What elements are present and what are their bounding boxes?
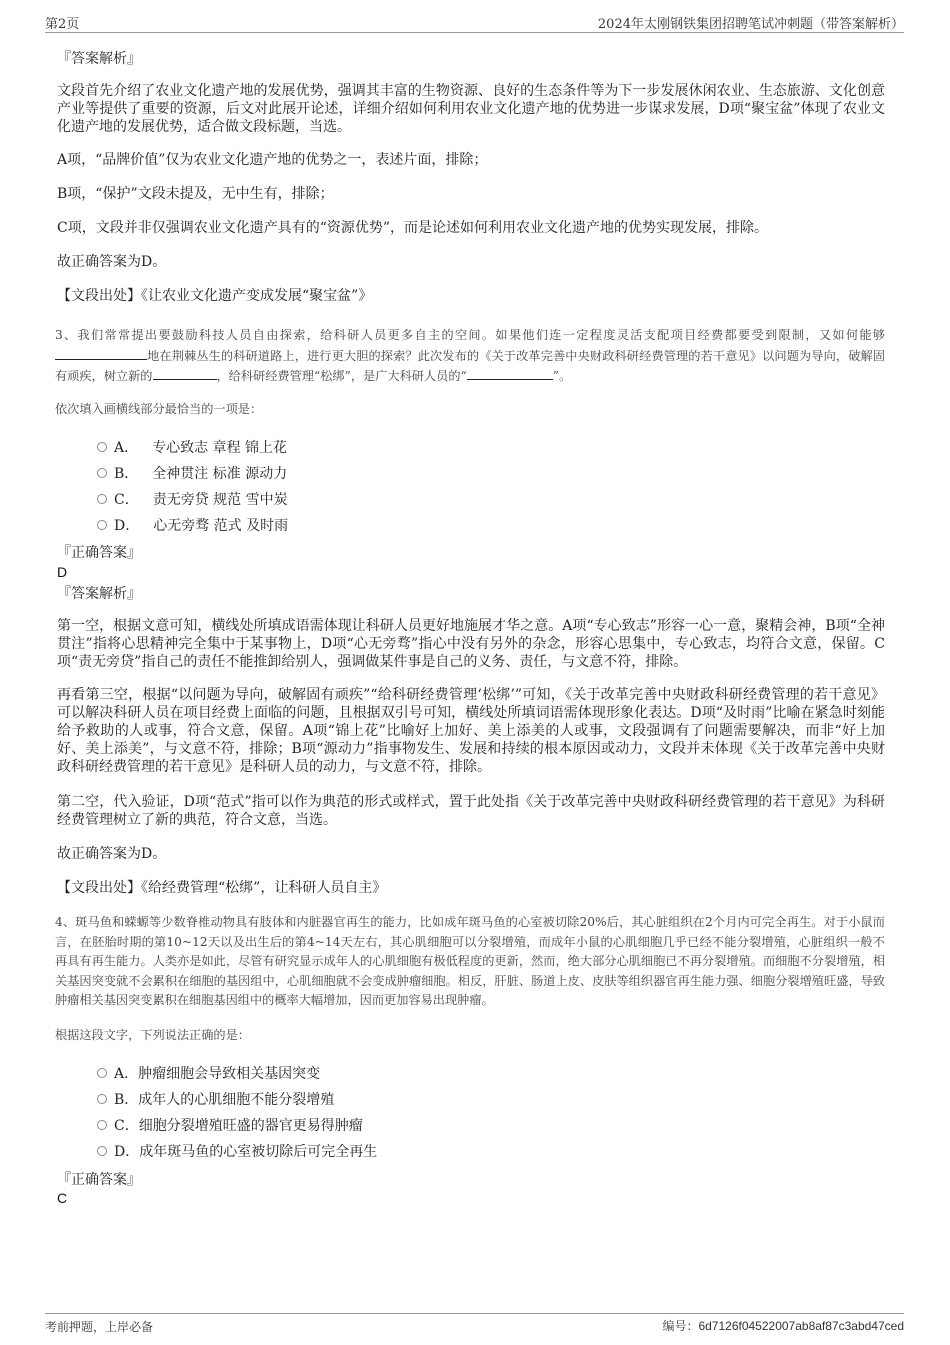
footer-slogan: 考前押题，上岸必备 [45, 1320, 154, 1334]
q3-stem: 3、我们常常提出要鼓励科技人员自由探索，给科研人员更多自主的空间。如果他们连一定程度灵活支配项目经费都要受到限制，又如何能够地在荆棘丛生的科研道路上，进行更大胆的探索？此次发布的《关于改革完善中央财政科研经费管理的若干意见》以问题为导向，破解固有顽疾，树立新的 ，给科研经费管理“松绑”，是广大科研人员的“ ”。 [55, 328, 885, 383]
q2-analysis-paragraph: 文段首先介绍了农业文化遗产地的发展优势，强调其丰富的生物资源、良好的生态条件等为下一步发展休闲农业、生态旅游、文化创意产业等提供了重要的资源，后文对此展开论述，详细介绍如何利用农业文化遗产地的优势进一步谋求发展，D项“聚宝盆”体现了农业文化遗产地的发展优势，适合做文段标题，当选。 [57, 83, 885, 135]
q4-options [97, 1060, 377, 1164]
q2-analysis-option-b: B项，“保护”文段未提及，无中生有，排除； [57, 186, 334, 202]
q2-analysis-label: 『答案解析』 [57, 51, 141, 67]
q4-option-d[interactable]: D． 成年斑马鱼的心室被切除后可完全再生 [97, 1138, 377, 1164]
q3-option-b[interactable]: B． 全神贯注 标准 源动力 [97, 460, 288, 486]
radio-icon[interactable] [97, 1146, 107, 1156]
radio-icon[interactable] [97, 494, 107, 504]
q3-analysis-p1: 第一空，根据文意可知，横线处所填成语需体现让科研人员更好地施展才华之意。A项“专心致志”形容一心一意，聚精会神，B项“全神贯注”指将心思精神完全集中于某事物上，D项“心无旁骛”指心中没有另外的杂念，形容心思集中，专心致志，均符合文意，保留。C项“责无旁贷”指自己的责任不能推卸给别人，强调做某件事是自己的义务、责任，与文意不符，排除。 [57, 618, 885, 670]
q3-source: 【文段出处】《给经费管理“松绑”，让科研人员自主》 [57, 880, 387, 896]
radio-icon[interactable] [97, 1120, 107, 1130]
document-id: 编号：6d7126f04522007ab8af87c3abd47ced [662, 1319, 904, 1333]
q4-option-a[interactable]: A． 肿瘤细胞会导致相关基因突变 [97, 1060, 377, 1086]
q3-option-d[interactable]: D． 心无旁骛 范式 及时雨 [97, 512, 288, 538]
q2-analysis-option-a: A项，“品牌价值”仅为农业文化遗产地的优势之一，表述片面，排除； [57, 152, 488, 168]
q3-conclusion: 故正确答案为D。 [57, 846, 167, 862]
radio-icon[interactable] [97, 468, 107, 478]
q4-answer-label: 『正确答案』 [57, 1172, 141, 1188]
q4-answer: C [57, 1190, 68, 1206]
q4-stem: 4、斑马鱼和蝾螈等少数脊椎动物具有肢体和内脏器官再生的能力，比如成年斑马鱼的心室被切除20%后，其心脏组织在2个月内可完全再生。对于小鼠而言，在胚胎时期的第10~12天以及出生后的第4~14天左右，其心肌细胞可以分裂增殖，而成年小鼠的心肌细胞几乎已经不能分裂增殖，心脏组织一般不再具有再生能力。人类亦是如此，尽管有研究显示成年人的心肌细胞有极低程度的更新，然而，绝大部分心肌细胞已不再分裂增殖。而细胞不分裂增殖，相关基因突变就不会累积在细胞的基因组中，心肌细胞就不会变成肿瘤细胞。相反，肝脏、肠道上皮、皮肤等组织器官再生能力强、细胞分裂增殖旺盛，导致肿瘤相关基因突变累积在细胞基因组中的概率大幅增加，因而更加容易出现肿瘤。 [55, 915, 885, 1007]
q4-option-c[interactable]: C． 细胞分裂增殖旺盛的器官更易得肿瘤 [97, 1112, 377, 1138]
radio-icon[interactable] [97, 520, 107, 530]
document-title: 2024年太刚钢铁集团招聘笔试冲刺题（带答案解析） [597, 17, 904, 32]
q2-analysis-option-c: C项，文段并非仅强调农业文化遗产具有的“资源优势”，而是论述如何利用农业文化遗产地的优势实现发展，排除。 [57, 220, 769, 236]
blank-3 [467, 366, 553, 380]
radio-icon[interactable] [97, 1094, 107, 1104]
q3-option-c[interactable]: C． 责无旁贷 规范 雪中炭 [97, 486, 288, 512]
q3-options [97, 434, 288, 538]
q3-analysis-p2: 再看第三空，根据“以问题为导向，破解固有顽疾”“给科研经费管理‘松绑’”可知，《关于改革完善中央财政科研经费管理的若干意见》可以解决科研人员在项目经费上面临的问题，且根据双引号可知，横线处所填词语需体现形象化表达。D项“及时雨”比喻在紧急时刻能给予救助的人或事，符合文意，保留。A项“锦上花”比喻好上加好、美上添美的人或事，文段强调有了问题需要解决，而非“好上加好、美上添美”，与文意不符，排除；B项“源动力”指事物发生、发展和持续的根本原因或动力，文段并未体现《关于改革完善中央财政科研经费管理的若干意见》是科研人员的动力，与文意不符，排除。 [57, 687, 885, 775]
page-number: 第2页 [45, 17, 80, 32]
q2-source: 【文段出处】《让农业文化遗产变成发展“聚宝盆”》 [57, 288, 373, 304]
blank-1 [55, 346, 147, 360]
q2-conclusion: 故正确答案为D。 [57, 254, 167, 270]
q3-prompt: 依次填入画横线部分最恰当的一项是： [55, 402, 263, 416]
radio-icon[interactable] [97, 442, 107, 452]
q4-prompt: 根据这段文字，下列说法正确的是： [55, 1028, 250, 1042]
q3-analysis-p3: 第二空，代入验证，D项“范式”指可以作为典范的形式或样式，置于此处指《关于改革完善中央财政科研经费管理的若干意见》为科研经费管理树立了新的典范，符合文意，当选。 [57, 794, 885, 828]
header-divider [45, 32, 904, 33]
q3-analysis-label: 『答案解析』 [57, 586, 141, 602]
q3-option-a[interactable]: A． 专心致志 章程 锦上花 [97, 434, 288, 460]
blank-2 [153, 366, 217, 380]
footer-divider [45, 1313, 904, 1314]
q3-answer: D [57, 564, 68, 580]
q4-option-b[interactable]: B． 成年人的心肌细胞不能分裂增殖 [97, 1086, 377, 1112]
page-header [0, 0, 950, 34]
radio-icon[interactable] [97, 1068, 107, 1078]
q3-answer-label: 『正确答案』 [57, 545, 141, 561]
